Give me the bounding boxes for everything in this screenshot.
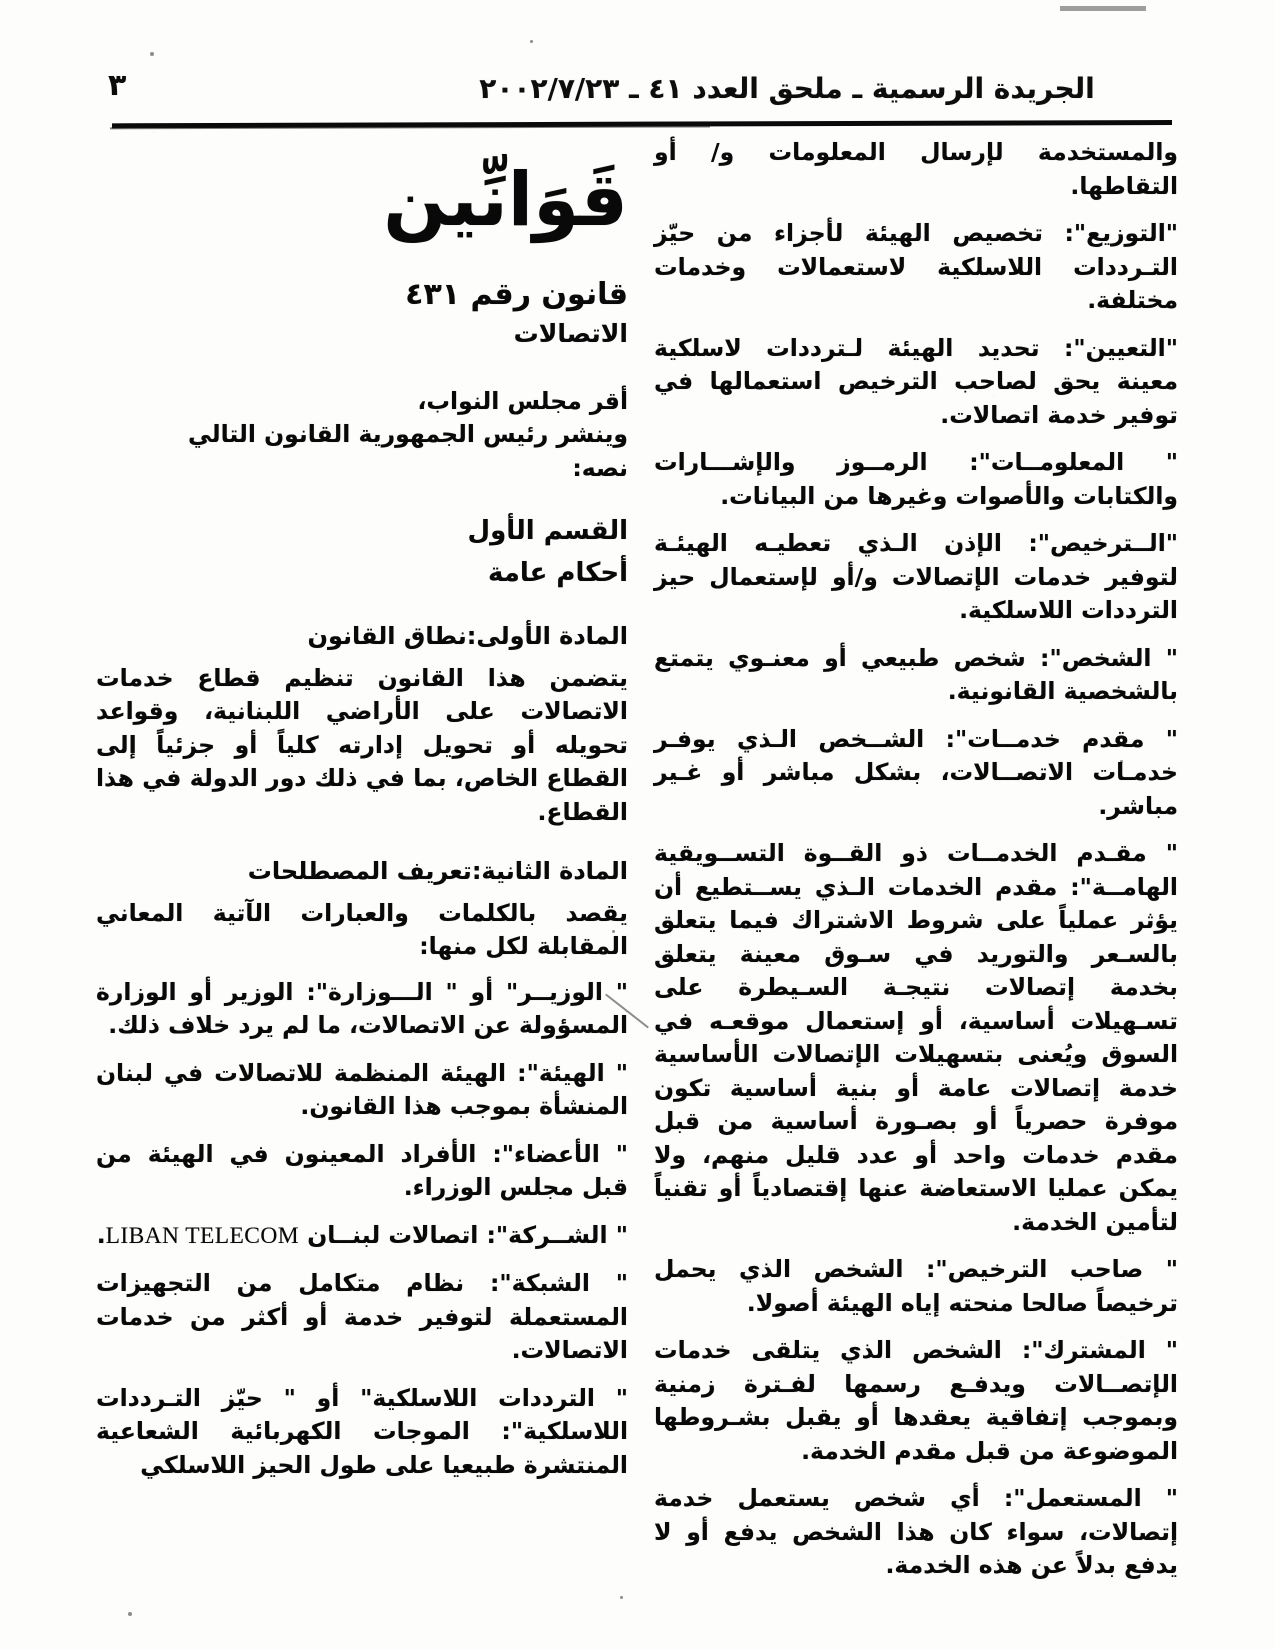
- definition-continuation: [654, 136, 1178, 203]
- enactment-line-2: وينشر رئيس الجمهورية القانون التالي: [188, 420, 628, 449]
- definition-item: [654, 837, 1178, 1239]
- scan-speck: [620, 1596, 623, 1599]
- definition-text: الإذن الـذي تعطيـه الهيئـة لتوفير خدمات الإتصالات و/أو لإستعمال حيز الترددات اللاسلكية.: [654, 529, 1178, 624]
- definition-text: تحديد الهيئة لـترددات لاسلكية معينة يحق لصاحب الترخيص استعمالها في توفير خدمة اتصالات.: [654, 333, 1178, 429]
- definition-item: [654, 1334, 1178, 1468]
- definition-term: " مقـدم الخدمــات ذو القــوة التســويقية الهامــة":: [654, 839, 1178, 901]
- column-left: [654, 136, 1179, 1579]
- definition-term: "الــترخيص":: [1028, 529, 1178, 557]
- folio-number: ٣: [108, 68, 127, 103]
- title-block: [96, 157, 628, 351]
- definition-item: [96, 1382, 628, 1483]
- column-right: [96, 136, 628, 1576]
- gazette-issue-line: الجريدة الرسمية ـ ملحق العدد ٤١ ـ ٢٠٠٢/٧/٢٣: [479, 72, 1095, 105]
- definition-item: [96, 1219, 628, 1254]
- definition-text: نظام متكامل من التجهيزات المستعملة لتوفير خدمة أو أكثر من خدمات الاتصالات.: [96, 1269, 628, 1365]
- definition-text: الشخص الذي يحمل ترخيصاً صالحا منحته إياه الهيئة أصولا.: [654, 1255, 1178, 1317]
- definition-term: " المعلومــات":: [969, 448, 1179, 476]
- scan-artifact-top: [1060, 6, 1146, 11]
- definitions-list-right: [96, 976, 628, 1483]
- article-two-heading: المادة الثانية:تعريف المصطلحات: [247, 857, 628, 886]
- definition-text: الوزير أو الوزارة المسؤولة عن الاتصالات، ما لم يرد خلاف ذلك.: [96, 977, 628, 1040]
- definition-text: الرمــوز والإشـــارات والكتابات والأصوات وغيرها من البيانات.: [654, 448, 1178, 510]
- definition-text: اتصالات لبنــان: [299, 1220, 487, 1249]
- definition-item: [654, 217, 1178, 318]
- enactment-line-3: نصه:: [572, 453, 628, 482]
- definition-term: " المستعمل":: [1003, 1484, 1179, 1512]
- definition-term: "التعيين":: [1064, 333, 1178, 362]
- page-title: قَوَانِّين: [383, 157, 628, 243]
- definition-item: [654, 642, 1178, 709]
- definition-text: تخصيص الهيئة لأجزاء من حيّز التـرددات اللاسلكية لاستعمالات وخدمات مختلفة.: [654, 219, 1178, 314]
- definition-item: [96, 1138, 628, 1205]
- definition-text: شخص طبيعي أو معنـوي يتمتع بالشخصية القانونية.: [654, 643, 1178, 705]
- scan-speck: [128, 1612, 132, 1616]
- enactment-line-1: أقر مجلس النواب،: [417, 386, 628, 415]
- definition-tail: .: [96, 1220, 106, 1249]
- definition-item: [96, 976, 628, 1043]
- scan-speck: [150, 52, 154, 56]
- article-one-heading: المادة الأولى:نطاق القانون: [307, 622, 628, 651]
- definition-term: " الشبكة":: [489, 1269, 628, 1298]
- page-masthead: [108, 58, 1172, 120]
- definition-item: [654, 332, 1178, 433]
- section-heading: القسم الأول: [467, 516, 628, 547]
- definition-item: [654, 1482, 1178, 1583]
- article-one-body: يتضمن هذا القانون تنظيم قطاع خدمات الاتصالات على الأراضي اللبنانية، وقواعد تحويله أو تحويل إدارته كلياً أو جزئياً إلى القطاع الخاص، بما في ذلك دور الدولة في هذا القطاع.: [96, 663, 628, 826]
- definition-text: الشــخص الـذي يوفـر خدمـات الاتصــالات، بشكل مباشر أو غـير مباشر.: [654, 724, 1178, 820]
- definition-term: " الوزيــر" أو " الـــوزارة":: [306, 977, 629, 1006]
- definition-term: " المشترك":: [1021, 1336, 1178, 1364]
- definition-item: [96, 1057, 628, 1124]
- definition-item: [96, 1267, 628, 1368]
- law-subject: الاتصالات: [513, 319, 628, 349]
- header-rule: [112, 120, 1172, 128]
- body-columns: [96, 136, 1186, 1579]
- definition-term: " مقدم خدمــات":: [945, 724, 1178, 753]
- definition-item: [654, 446, 1178, 513]
- definition-item: [654, 1253, 1178, 1320]
- definition-text: الموجات الكهربائية الشعاعية المنتشرة طبيعيا على طول الحيز اللاسلكي: [96, 1417, 628, 1479]
- definition-text: أي شخص يستعمل خدمة إتصالات، سواء كان هذا الشخص يدفع أو لا يدفع بدلاً عن هذه الخدمة.: [654, 1484, 1178, 1579]
- definition-term: "التوزيع":: [1064, 219, 1178, 247]
- definition-text: الشخص الذي يتلقى خدمات الإتصــالات ويدفـع رسمها لفـترة زمنية وبموجب إتفاقية يعقدها أو يقبل بشـروطها الموضوعة من قبل مقدم الخدمة.: [654, 1336, 1178, 1465]
- definitions-list-left: [654, 136, 1178, 1583]
- scan-speck: [530, 40, 533, 43]
- definition-text: الأفراد المعينون في الهيئة من قبل مجلس الوزراء.: [96, 1139, 628, 1202]
- definition-term: " الهيئة":: [517, 1058, 628, 1087]
- definition-term: " الشخص":: [1040, 643, 1178, 672]
- definition-item: [654, 723, 1178, 824]
- article-two-intro: يقصد بالكلمات والعبارات الآتية المعاني المقابلة لكل منها:: [96, 898, 628, 961]
- definition-term: " الأعضاء":: [492, 1139, 628, 1168]
- definition-item: [654, 527, 1178, 628]
- definition-text: والمستخدمة لإرسال المعلومات و/ أو التقاطها.: [654, 138, 1178, 200]
- company-latin-name: LIBAN TELECOM: [105, 1222, 300, 1249]
- definition-term: " الترددات اللاسلكية" أو " حيّز التـرددات اللاسلكية":: [96, 1383, 628, 1446]
- definition-text: الهيئة المنظمة للاتصالات في لبنان المنشأة بموجب هذا القانون.: [96, 1058, 628, 1121]
- definition-term: " صاحب الترخيص":: [925, 1255, 1178, 1283]
- section-subheading: أحكام عامة: [487, 557, 628, 588]
- definition-term: " الشــركة":: [486, 1220, 628, 1249]
- definition-text: مقدم الخدمات الـذي يســتطيع أن يؤثر عملياً على شروط الاشتراك فيما يتعلق بالسـعر والتوريد في سـوق معينة يتعلق بخدمة إتصالات نتيجـة السـيطرة على تسـهيلات أساسية، أو إستعمال موقعـه في السوق ويُعنى بتسهيلات الإتصالات الأساسية خدمة إتصالات عامة أو بنية أساسية تكون موفرة حصرياً أو بصـورة أساسية من قبل مقدم خدمات واحد أو عدد قليل منهم، ولا يمكن عمليا الاستعاضة عنها إقتصادياً أو تقنياً لتأمين الخدمة.: [654, 872, 1178, 1236]
- law-number: قانون رقم ٤٣١: [405, 276, 628, 312]
